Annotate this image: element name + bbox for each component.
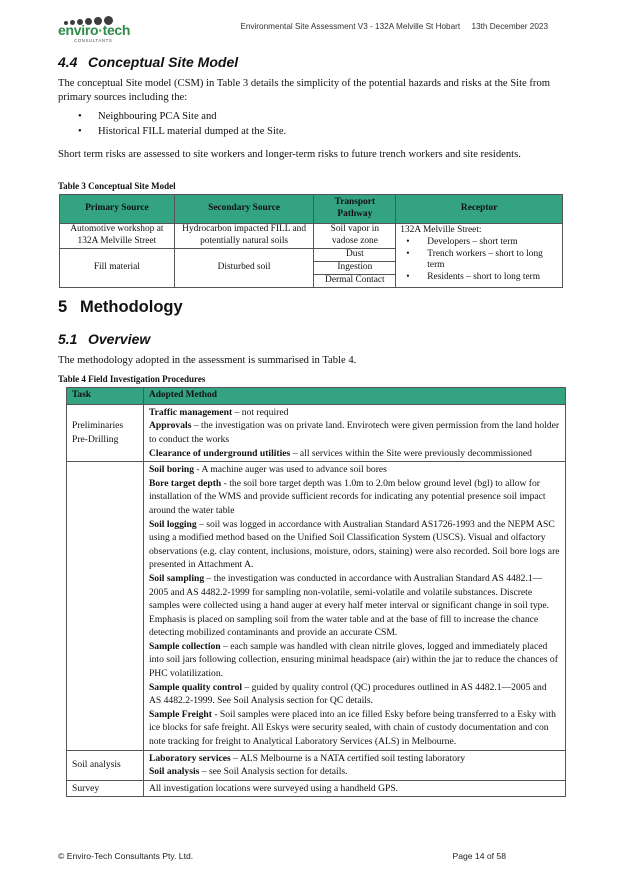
- method-term: Traffic management: [148, 406, 233, 418]
- list-item: • Historical FILL material dumped at the Site.: [78, 125, 286, 140]
- field-investigation-table: [66, 387, 566, 797]
- csm-intro-paragraph: The conceptual Site model (CSM) in Table 3 details the simplicity of the potential hazards and risks at the Site from primary sources including the:: [58, 78, 550, 103]
- receptor-list: [400, 237, 558, 284]
- table-cell: Disturbed soil: [174, 249, 314, 288]
- column-header: Receptor: [396, 195, 563, 224]
- list-item: • Developers – short term: [406, 237, 558, 249]
- method-term: Approvals: [148, 420, 192, 432]
- table-cell: Ingestion: [314, 262, 396, 275]
- logo-dots-icon: [64, 12, 115, 22]
- footer-page-number: Page 14 of 58: [452, 851, 506, 861]
- section-number: 5: [58, 298, 68, 316]
- table-row: [67, 780, 566, 797]
- section-title: Overview: [88, 331, 151, 347]
- method-text: – see Soil Analysis section for details.: [199, 766, 348, 778]
- section-5-heading: [58, 298, 183, 317]
- table-cell: Automotive workshop at 132A Melville Street: [60, 224, 175, 249]
- company-logo: [58, 12, 138, 44]
- method-entry: [149, 477, 560, 518]
- task-cell: Survey: [67, 780, 144, 797]
- header-title: Environmental Site Assessment V3 - 132A Melville St Hobart 13th December 2023: [240, 22, 548, 31]
- method-term: Soil logging: [148, 518, 197, 530]
- method-text: – soil was logged in accordance with Australian Standard AS1726-1993 and the NEPM ASC using a modified method based on the Unified Soil Classification System (USCS). Visual and olfactory observations (e.g. clay content, inclusions, moisture, odors, staining) were also recorded. Soil bore logs are presented in Attachment A.: [148, 518, 560, 571]
- source-bullet-list: [78, 110, 286, 139]
- method-entry: [149, 572, 560, 640]
- column-header: Secondary Source: [174, 195, 314, 224]
- method-text: - Soil samples were placed into an ice filled Esky before being transferred to a Esky with ice blocks for safe freight. All Eskys were security sealed, with chain of custody documentation and con note tracking for freight to Analytical Laboratory Services (ALS) in Melbourne.: [148, 708, 556, 748]
- method-entry: [149, 640, 560, 681]
- column-header: Adopted Method: [143, 388, 565, 405]
- method-term: Soil analysis: [148, 766, 200, 778]
- method-text: – all services within the Site were previously decommissioned: [290, 447, 532, 459]
- logo-sub-text: CONSULTANTS: [74, 38, 113, 43]
- method-entry: [149, 752, 560, 766]
- column-header: Transport Pathway: [314, 195, 396, 224]
- table-cell: Soil vapor in vadose zone: [314, 224, 396, 249]
- method-entry: [149, 681, 560, 708]
- section-title: Conceptual Site Model: [88, 54, 239, 70]
- table-header-row: [60, 195, 563, 224]
- list-item: • Neighbouring PCA Site and: [78, 110, 286, 125]
- table-row: [67, 404, 566, 461]
- table-cell: Dust: [314, 249, 396, 262]
- method-term: Laboratory services: [148, 752, 231, 764]
- method-entry: [149, 708, 560, 749]
- method-text: – the investigation was conducted in accordance with Australian Standard AS 4482.1—2005 and AS 4482.2-1999 for sampling non-volatile, semi-volatile and volatile substances. Discrete samples were collected using a hand auger at every half meter interval or significant change in soil type. Emphasis is placed on sampling soil from the water table and at the base of fill to increase the chance detecting mobilized contaminants and provide an accurate CSM.: [148, 572, 550, 639]
- method-term: Sample collection: [148, 640, 221, 652]
- conceptual-site-model-table: [59, 194, 563, 288]
- table-3-caption: Table 3 Conceptual Site Model: [58, 181, 176, 191]
- method-text: – the investigation was on private land. Envirotech were given permission from the land holder to conduct the works: [148, 420, 560, 445]
- receptor-title: 132A Melville Street:: [400, 225, 482, 235]
- list-item: • Residents – short to long term: [406, 272, 558, 284]
- section-number: 5.1: [58, 331, 78, 347]
- method-term: Bore target depth: [148, 477, 222, 489]
- method-term: Clearance of underground utilities: [148, 447, 291, 459]
- table-row: [60, 224, 563, 249]
- method-text: – ALS Melbourne is a NATA certified soil testing laboratory: [230, 752, 465, 764]
- method-term: Soil sampling: [148, 572, 205, 584]
- task-cell: [67, 462, 144, 750]
- method-cell: [143, 750, 565, 780]
- section-number: 4.4: [58, 54, 78, 70]
- column-header: Task: [67, 388, 144, 405]
- method-cell: [143, 404, 565, 461]
- method-entry: [149, 447, 560, 461]
- logo-brand-text: enviro·tech: [58, 22, 131, 38]
- section-title: Methodology: [80, 298, 183, 316]
- receptor-cell: [396, 224, 563, 288]
- table-cell: Dermal Contact: [314, 275, 396, 288]
- method-cell: [143, 462, 565, 750]
- task-cell: Soil analysis: [67, 750, 144, 780]
- table-cell: Hydrocarbon impacted FILL and potentially natural soils: [174, 224, 314, 249]
- method-entry: [149, 518, 560, 572]
- table-cell: Fill material: [60, 249, 175, 288]
- table-header-row: [67, 388, 566, 405]
- task-cell: Preliminaries Pre-Drilling: [67, 404, 144, 461]
- list-item: • Trench workers – short to long term: [406, 249, 558, 273]
- method-entry: [149, 419, 560, 446]
- risk-paragraph: Short term risks are assessed to site workers and longer-term risks to future trench workers and site residents.: [58, 149, 521, 160]
- method-text: - the soil bore target depth was 1.0m to 2.0m below ground level (bgl) to allow for installation of the WMS and provide sufficient records for indicating any potential presence soil impact around the water table: [148, 477, 546, 516]
- method-text: – guided by quality control (QC) procedures outlined in AS 4482.1—2005 and AS 4482.2-1999. See Soil Analysis section for QC details.: [148, 681, 547, 707]
- method-entry: [149, 463, 560, 477]
- method-text: – each sample was handled with clean nitrile gloves, logged and immediately placed into soil jars following collection, ensuring minimal headspace (air) within the jar to reduce the chances of PHC volatilization.: [148, 640, 558, 680]
- method-term: Sample quality control: [148, 681, 243, 693]
- method-entry: [149, 765, 560, 779]
- section-5-1-heading: [58, 331, 150, 347]
- table-row: [67, 462, 566, 750]
- method-text: – not required: [232, 406, 289, 418]
- method-cell: All investigation locations were surveyed using a handheld GPS.: [143, 780, 565, 797]
- table-4-caption: Table 4 Field Investigation Procedures: [58, 374, 206, 384]
- column-header: Primary Source: [60, 195, 175, 224]
- table-row: [67, 750, 566, 780]
- method-term: Soil boring: [148, 464, 195, 476]
- footer-copyright: © Enviro-Tech Consultants Pty. Ltd.: [58, 851, 194, 861]
- overview-paragraph: The methodology adopted in the assessment is summarised in Table 4.: [58, 355, 357, 366]
- method-entry: [149, 406, 560, 420]
- method-text: - A machine auger was used to advance soil bores: [194, 464, 387, 476]
- method-term: Sample Freight: [148, 708, 212, 720]
- section-4-4-heading: [58, 54, 238, 70]
